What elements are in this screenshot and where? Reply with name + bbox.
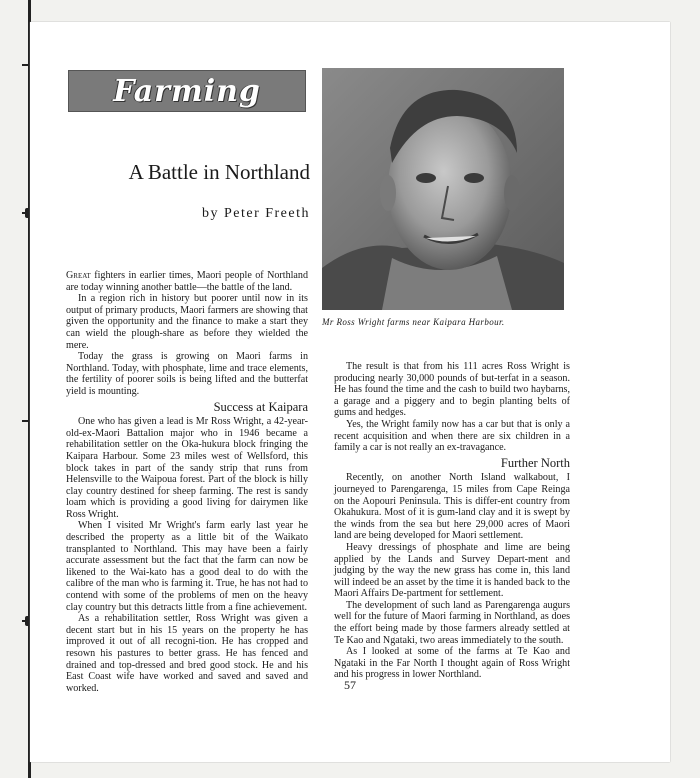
page-number: 57 (344, 678, 356, 692)
paragraph: Yes, the Wright family now has a car but that is only a recent acquisition and when there are six children in a family a car is not really an ex-travagance. (334, 418, 570, 454)
paragraph-text: fighters in earlier times, Maori people of Northland are today winning another battle—the battle of the land. (66, 270, 308, 293)
lead-word: Great (66, 270, 91, 281)
portrait-photo (322, 68, 564, 310)
paragraph: One who has given a lead is Mr Ross Wright, a 42-year-old-ex-Maori Battalion major who in 1946 became a rehabilitation settler on the Oka-hukura block fringing the Kaipara Harbour. Some 23 miles west of Wellsford, this block takes in part of the sandy strip that runs from Helensville to the Waipoua forest. Part of the block is hilly clay country destined for sheep farming. The rest is sandy loam which is providing a good living for dairymen like Ross Wright. (66, 416, 308, 520)
paragraph: When I visited Mr Wright's farm early last year he described the property as a little bit of the Waikato transplanted to Northland. This may have been a fairly accurate assessment but the fact that the farm can now be likened to the Wai-kato has a good deal to do with the calibre of the man who is farming it. True, he has not had to contend with some of the problems of men on the heavy clay country but this detracts little from a fine achievement. (66, 520, 308, 613)
article-byline: by Peter Freeth (201, 206, 310, 221)
photo-caption: Mr Ross Wright farms near Kaipara Harbour. (322, 317, 505, 327)
paragraph: The development of such land as Parengarenga augurs well for the future of Maori farming in Northland, as does the effort being made by those farmers already settled at Te Kao and Ngataki, two areas immediately to the south. (334, 599, 570, 646)
paragraph: Today the grass is growing on Maori farms in Northland. Today, with phosphate, lime and trace elements, the fertility of poorer soils is being lifted and the butterfat yield is mounting. (66, 351, 308, 397)
subheading: Success at Kaipara (213, 399, 308, 414)
paragraph: In a region rich in history but poorer until now in its output of primary products, Maori farmers are showing that given the opportunity and the finance to make a start they can wield the plough-share as before they wielded the mere. (66, 293, 308, 351)
paragraph: Recently, on another North Island walkabout, I journeyed to Parengarenga, 15 miles from Cape Reinga on the Aopouri Peninsula. This is differ-ent country from Okahukura. Most of it is gum-land clay and it is swept by the winds from the sea but here 29,000 acres of Maori land are being developed for Maori settlement. (334, 472, 570, 542)
paragraph: Heavy dressings of phosphate and lime are being applied by the Lands and Survey Depart-ment and judging by the way the new grass has come in, this land will indeed be an asset by the time it is handed back to the Maori Affairs De-partment for settlement. (334, 541, 570, 600)
section-banner (68, 70, 306, 112)
paragraph: The result is that from his 111 acres Ross Wright is producing nearly 30,000 pounds of but-terfat in a season. He has found the time and the cash to build two haybarns, a garage and a piggery and to begin planting belts of gums and hedges. (334, 361, 570, 419)
paragraph: As a rehabilitation settler, Ross Wright was given a decent start but in his 15 years on the property he has improved it out of all recogni-tion. He has cropped and resown his pastures to better grass. He has fenced and drained and top-dressed and bred good stock. He and his East Coast wife have worked and saved and saved and worked. (66, 613, 308, 694)
subheading: Further North (500, 455, 570, 470)
portrait-image (322, 68, 564, 310)
paragraph: As I looked at some of the farms at Te Kao and Ngataki in the Far North I thought again of Ross Wright and his progress in lower Northland. (334, 646, 570, 681)
article-column-right (334, 361, 570, 681)
article-title: A Battle in Northland (128, 160, 310, 184)
article-column-left (66, 270, 308, 694)
paragraph (66, 270, 308, 293)
section-title: Farming (113, 74, 261, 109)
